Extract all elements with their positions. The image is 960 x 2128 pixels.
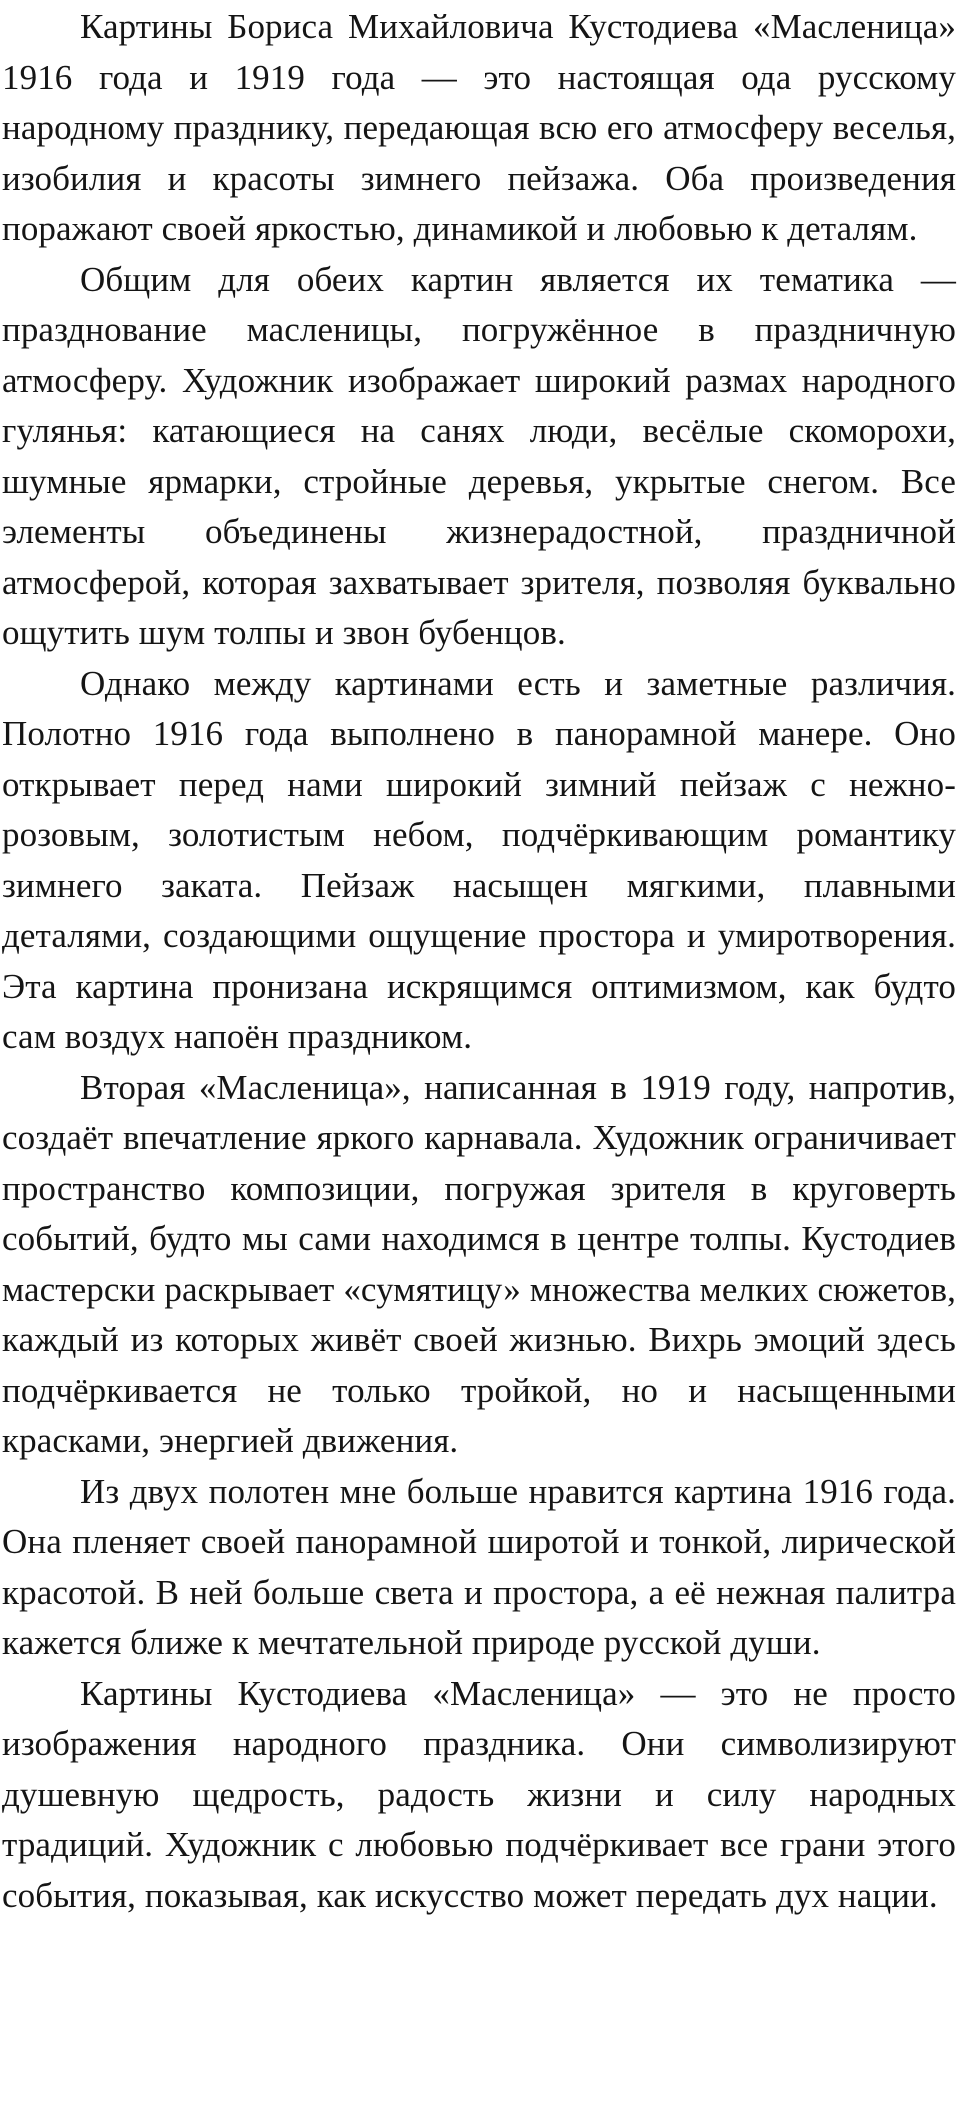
paragraph-3: Однако между картинами есть и заметные различия. Полотно 1916 года выполнено в панорамной манере. Оно открывает перед нами широкий зимний пейзаж с нежно-розовым, золотистым небом, подчёркивающим романтику зимнего заката. Пейзаж насыщен мягкими, плавными деталями, создающими ощущение простора и умиротворения. Эта картина пронизана искрящимся оптимизмом, как будто сам воздух напоён праздником. <box>2 663 956 1056</box>
paragraph-5: Из двух полотен мне больше нравится картина 1916 года. Она пленяет своей панорамной широтой и тонкой, лирической красотой. В ней больше света и простора, а её нежная палитра кажется ближе к мечтательной природе русской души. <box>2 1471 956 1662</box>
paragraph-4: Вторая «Масленица», написанная в 1919 году, напротив, создаёт впечатление яркого карнавала. Художник ограничивает пространство композиции, погружая зрителя в круговерть событий, будто мы сами находимся в центре толпы. Кустодиев мастерски раскрывает «сумятицу» множества мелких сюжетов, каждый из которых живёт своей жизнью. Вихрь эмоций здесь подчёркивается не только тройкой, но и насыщенными красками, энергией движения. <box>2 1067 956 1460</box>
paragraph-1: Картины Бориса Михайловича Кустодиева «Масленица» 1916 года и 1919 года — это настоящая ода русскому народному празднику, передающая всю его атмосферу веселья, изобилия и красоты зимнего пейзажа. Оба произведения поражают своей яркостью, динамикой и любовью к деталям. <box>2 7 956 248</box>
paragraph-6: Картины Кустодиева «Масленица» — это не просто изображения народного праздника. Они символизируют душевную щедрость, радость жизни и силу народных традиций. Художник с любовью подчёркивает все грани этого события, показывая, как искусство может передать дух нации. <box>2 1673 956 1915</box>
essay-text <box>2 2 956 1921</box>
paragraph-2: Общим для обеих картин является их тематика — празднование масленицы, погружённое в праздничную атмосферу. Художник изображает широкий размах народного гулянья: катающиеся на санях люди, весёлые скоморохи, шумные ярмарки, стройные деревья, укрытые снегом. Все элементы объединены жизнерадостной, праздничной атмосферой, которая захватывает зрителя, позволяя буквально ощутить шум толпы и звон бубенцов. <box>2 259 956 652</box>
